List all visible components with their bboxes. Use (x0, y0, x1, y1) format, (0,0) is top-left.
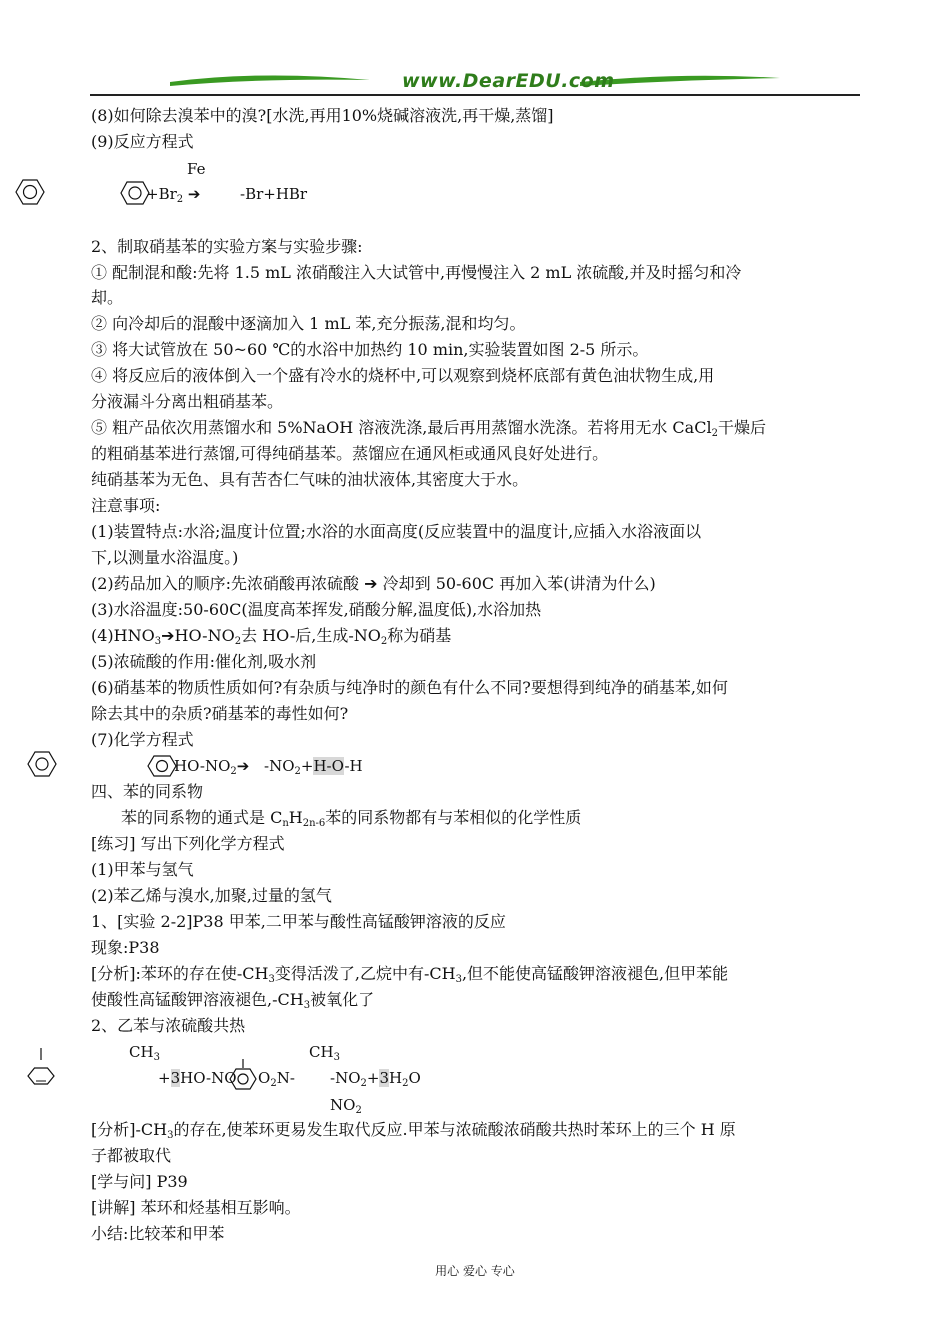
text-line: 分液漏斗分离出粗硝基苯。 (91, 392, 284, 411)
text-line: ⑤ 粗产品依次用蒸馏水和 5%NaOH 溶液洗涤,最后再用蒸馏水洗涤。若将用无水 CaCl$_2$干燥后 (91, 418, 766, 439)
text-line: [分析]$-CH_3$的存在,使苯环更易发生取代反应.甲苯与浓硫酸浓硝酸共热时苯环上的三个 H 原 (91, 1120, 736, 1141)
equation-term: $O_2N-$ (258, 1069, 295, 1089)
equation-term: -Br+HBr (240, 185, 308, 203)
equation-term: $HO-NO_2➔$ (174, 757, 250, 777)
text-line: ③ 将大试管放在 50~60 ℃的水浴中加热约 10 min,实验装置如图 2-5 所示。 (91, 340, 649, 359)
methyl-group-label: $CH_3$ (129, 1043, 160, 1063)
text-line: (1)装置特点:水浴;温度计位置;水浴的水面高度(反应装置中的温度计,应插入水浴液面以 (91, 522, 702, 541)
arrow-right-icon: ➔ (364, 574, 378, 593)
text-line: ② 向冷却后的混酸中逐滴加入 1 mL 苯,充分振荡,混和均匀。 (91, 314, 526, 333)
equation-term: +3HO-NO (158, 1069, 237, 1087)
header-rule (90, 94, 860, 96)
text-line: 2、乙苯与浓硫酸共热 (91, 1016, 246, 1035)
text-line: (3)水浴温度:50-60C(温度高苯挥发,硝酸分解,温度低),水浴加热 (91, 600, 542, 619)
text-line: (9)反应方程式 (91, 132, 194, 151)
text-line: (1)甲苯与氢气 (91, 860, 194, 879)
text-line: 下,以测量水浴温度。) (91, 548, 239, 567)
arrow-right-icon: ➔ (236, 757, 250, 775)
section-heading: 注意事项: (91, 496, 161, 515)
text-line: (5)浓硫酸的作用:催化剂,吸水剂 (91, 652, 317, 671)
section-heading: 四、苯的同系物 (91, 782, 204, 801)
toluene-ring-icon (24, 1046, 58, 1092)
text-line: 子都被取代 (91, 1146, 172, 1165)
equation-term: $-NO_2+H-O-H$ (264, 757, 363, 777)
text-line: 使酸性高锰酸钾溶液褪色$,-CH_3$被氧化了 (91, 990, 375, 1011)
text-line: [学与问] P39 (91, 1172, 188, 1191)
benzene-ring-icon (26, 750, 58, 778)
text-line: [分析]:苯环的存在使$-CH_3$变得活泼了,乙烷中有$-CH_3$,但不能使高锰酸钾溶液褪色,但甲苯能 (91, 964, 729, 985)
benzene-ring-icon (14, 176, 46, 208)
page-footer: 用心 爱心 专心 (435, 1264, 515, 1278)
text-line: (7)化学方程式 (91, 730, 194, 749)
text-line: (6)硝基苯的物质性质如何?有杂质与纯净时的颜色有什么不同?要想得到纯净的硝基苯,如何 (91, 678, 728, 697)
page-header (90, 68, 860, 98)
text-line: (2)苯乙烯与溴水,加聚,过量的氢气 (91, 886, 332, 905)
arrow-right-icon: ➔ (161, 626, 175, 645)
equation-term: $+Br_2$ ➔ (146, 185, 201, 205)
text-line: 的粗硝基苯进行蒸馏,可得纯硝基苯。蒸馏应在通风柜或通风良好处进行。 (91, 444, 609, 463)
methyl-group-label: $CH_3$ (309, 1043, 340, 1063)
text-line: 纯硝基苯为无色、具有苦杏仁气味的油状液体,其密度大于水。 (91, 470, 529, 489)
arrow-right-icon: ➔ (187, 185, 201, 203)
text-line: 现象:P38 (91, 938, 160, 957)
text-line: 却。 (91, 288, 124, 307)
toluene-ring-icon (228, 1058, 258, 1092)
text-line: 1、[实验 2-2]P38 甲苯,二甲苯与酸性高锰酸钾溶液的反应 (91, 912, 506, 931)
nitro-group-label: $NO_2$ (330, 1096, 362, 1116)
benzene-ring-icon (147, 754, 177, 778)
text-line: 2、制取硝基苯的实验方案与实验步骤: (91, 237, 363, 256)
text-line: 除去其中的杂质?硝基苯的毒性如何? (91, 704, 349, 723)
text-line: (8)如何除去溴苯中的溴?[水洗,再用10%烧碱溶液洗,再干燥,蒸馏] (91, 106, 554, 125)
site-logo[interactable]: www.DearEDU.com (402, 70, 615, 92)
text-line: [练习] 写出下列化学方程式 (91, 834, 285, 853)
text-line: (2)药品加入的顺序:先浓硝酸再浓硫酸 ➔ 冷却到 50-60C 再加入苯(讲清为什么) (91, 574, 656, 593)
text-line: ④ 将反应后的液体倒入一个盛有冷水的烧杯中,可以观察到烧杯底部有黄色油状物生成,用 (91, 366, 715, 385)
text-line: $(4)HNO_3➔HO-NO_2$去 HO-后,生成$-NO_2$称为硝基 (91, 626, 452, 647)
text-line: 苯的同系物的通式是 $C_nH_{2n-6}$苯的同系物都有与苯相似的化学性质 (121, 808, 582, 829)
text-line: [讲解] 苯环和烃基相互影响。 (91, 1198, 301, 1217)
text-line: 小结:比较苯和甲苯 (91, 1224, 225, 1243)
text-line: ① 配制混和酸:先将 1.5 mL 浓硝酸注入大试管中,再慢慢注入 2 mL 浓硫酸,并及时摇匀和冷 (91, 263, 742, 282)
equation-term: $-NO_2+3H_2O$ (330, 1069, 421, 1089)
catalyst-label: Fe (187, 160, 206, 178)
